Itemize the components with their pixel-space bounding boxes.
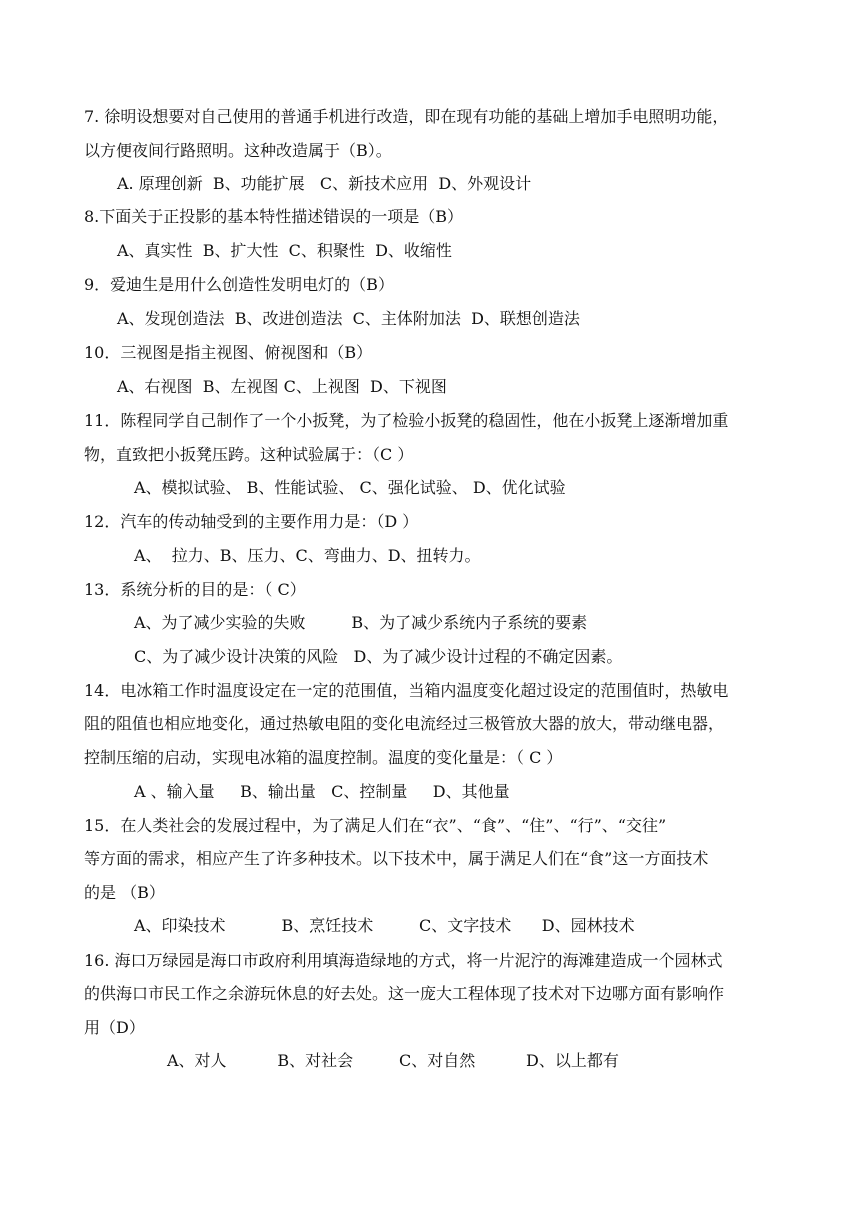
question-12-line-1: 12．汽车的传动轴受到的主要作用力是：（D ）	[84, 512, 419, 531]
question-7-line-1: 7. 徐明设想要对自己使用的普通手机进行改造，即在现有功能的基础上增加手电照明功能，	[84, 107, 729, 126]
question-16-line-1: 16. 海口万绿园是海口市政府利用填海造绿地的方式，将一片泥泞的海滩建造成一个园林式	[84, 951, 723, 970]
question-8-line-1: 8.下面关于正投影的基本特性描述错误的一项是（B）	[84, 207, 464, 226]
question-13-line-1: 13．系统分析的目的是：（ C）	[84, 580, 306, 599]
question-9-line-1: 9．爱迪生是用什么创造性发明电灯的（B）	[84, 275, 394, 294]
question-7-options: A. 原理创新 B、功能扩展 C、新技术应用 D、外观设计	[117, 174, 532, 193]
question-14-options: A 、输入量 B、输出量 C、控制量 D、其他量	[134, 782, 510, 801]
question-15-options: A、印染技术 B、烹饪技术 C、文字技术 D、园林技术	[134, 916, 635, 935]
question-11-line-1: 11．陈程同学自己制作了一个小扳凳，为了检验小扳凳的稳固性，他在小扳凳上逐渐增加重	[84, 411, 729, 430]
question-15-line-1: 15．在人类社会的发展过程中，为了满足人们在“衣”、“食”、“住”、“行”、“交往”	[84, 816, 667, 835]
question-14-line-2: 阻的阻值也相应地变化，通过热敏电阻的变化电流经过三极管放大器的放大，带动继电器，	[84, 714, 725, 733]
question-11-line-2: 物，直致把小扳凳压跨。这种试验属于：（C ）	[84, 445, 414, 464]
question-8-options: A、真实性 B、扩大性 C、积聚性 D、收缩性	[117, 241, 452, 260]
question-9-options: A、发现创造法 B、改进创造法 C、主体附加法 D、联想创造法	[117, 309, 580, 328]
question-14-line-1: 14．电冰箱工作时温度设定在一定的范围值，当箱内温度变化超过设定的范围值时，热敏电	[84, 681, 729, 700]
question-16-line-3: 用（D）	[84, 1018, 145, 1037]
question-12-options: A、 拉力、B、压力、C、弯曲力、D、扭转力。	[134, 546, 481, 565]
question-10-options: A、右视图 B、左视图 C、上视图 D、下视图	[117, 377, 447, 396]
question-10-line-1: 10．三视图是指主视图、俯视图和（B）	[84, 343, 373, 362]
question-16-options: A、对人 B、对社会 C、对自然 D、以上都有	[167, 1051, 619, 1070]
question-13-options-1: A、为了减少实验的失败 B、为了减少系统内子系统的要素	[134, 613, 588, 632]
question-13-options-2: C、为了减少设计决策的风险 D、为了减少设计过程的不确定因素。	[134, 647, 623, 666]
question-16-line-2: 的供海口市民工作之余游玩休息的好去处。这一庞大工程体现了技术对下边哪方面有影响作	[84, 984, 725, 1003]
question-15-line-2: 等方面的需求，相应产生了许多种技术。以下技术中，属于满足人们在“食”这一方面技术	[84, 849, 709, 868]
question-11-options: A、模拟试验、 B、性能试验、 C、强化试验、 D、优化试验	[134, 478, 566, 497]
question-7-line-2: 以方便夜间行路照明。这种改造属于（B）。	[84, 141, 392, 160]
question-14-line-3: 控制压缩的启动，实现电冰箱的温度控制。温度的变化量是：（ C ）	[84, 748, 563, 767]
question-15-line-3: 的是 （B）	[84, 883, 165, 902]
